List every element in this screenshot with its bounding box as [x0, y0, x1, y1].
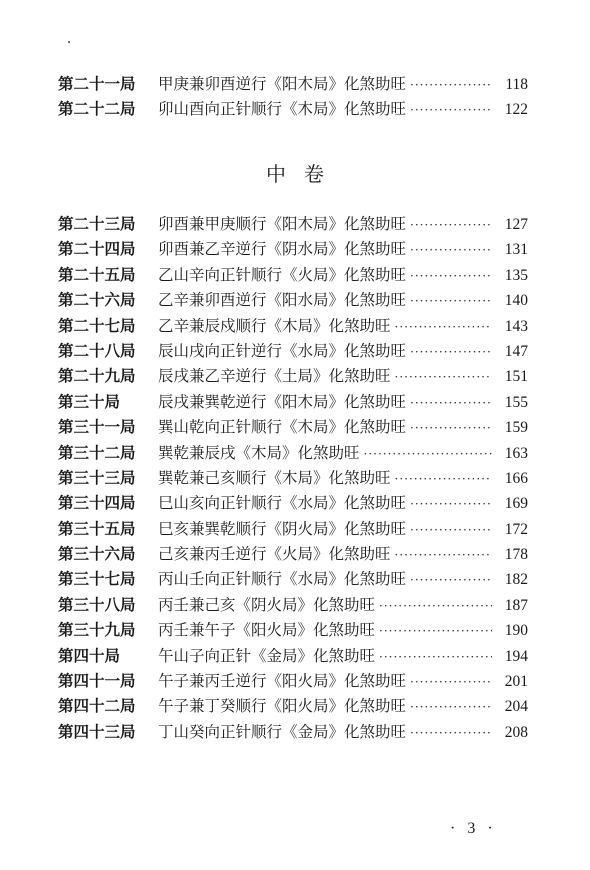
dot-leader: [364, 447, 492, 461]
toc-entry[interactable]: [58, 593, 528, 618]
entry-title: 乙辛兼辰戍顺行《木局》化煞助旺: [158, 316, 391, 335]
entry-label: 第三十四局: [58, 493, 136, 513]
entry-page-number: 163: [504, 444, 528, 462]
entry-title: 丙山壬向正针顺行《水局》化煞助旺: [158, 570, 407, 589]
entry-label: 第二十四局: [58, 239, 136, 259]
entry-label: 第三十九局: [58, 620, 136, 640]
entry-title: 辰戌兼乙辛逆行《土局》化煞助旺: [158, 367, 391, 386]
entry-title: 卯酉兼乙辛逆行《阴水局》化煞助旺: [158, 240, 407, 259]
toc-entry[interactable]: [58, 567, 528, 592]
toc-entry[interactable]: [58, 542, 528, 567]
entry-title: 巳山亥向正针顺行《水局》化煞助旺: [158, 494, 407, 513]
entry-title: 巽乾兼辰戌《木局》化煞助旺: [158, 443, 360, 462]
entry-label: 第二十五局: [58, 264, 136, 284]
toc-entry[interactable]: [58, 288, 528, 313]
entry-label: 第三十七局: [58, 569, 136, 589]
entry-page-number: 208: [504, 723, 528, 741]
dot-leader: [395, 370, 492, 384]
toc-entry[interactable]: [58, 97, 528, 122]
entry-page-number: 190: [504, 622, 528, 640]
toc-entry[interactable]: [58, 618, 528, 643]
toc-list-lower: [58, 212, 528, 745]
dot-leader: [410, 269, 492, 283]
toc-list-upper: [58, 72, 528, 123]
toc-entry[interactable]: [58, 364, 528, 389]
toc-entry[interactable]: [58, 415, 528, 440]
entry-label: 第二十六局: [58, 290, 136, 310]
toc-entry[interactable]: [58, 263, 528, 288]
entry-label: 第二十九局: [58, 366, 136, 386]
entry-label: 第四十三局: [58, 721, 136, 741]
entry-label: 第三十三局: [58, 467, 136, 487]
entry-title: 午山子向正针《金局》化煞助旺: [158, 646, 376, 665]
dot-leader: [410, 726, 492, 740]
toc-entry[interactable]: [58, 441, 528, 466]
entry-page-number: 151: [504, 368, 528, 386]
entry-page-number: 182: [504, 571, 528, 589]
entry-page-number: 169: [504, 495, 528, 513]
toc-entry[interactable]: [58, 466, 528, 491]
entry-page-number: 122: [504, 101, 528, 119]
entry-label: 第三十二局: [58, 442, 136, 462]
dot-leader: [410, 243, 492, 257]
entry-title: 甲庚兼卯酉逆行《阳木局》化煞助旺: [158, 75, 407, 93]
dot-leader: [379, 650, 492, 664]
toc-entry[interactable]: [58, 517, 528, 542]
dot-leader: [410, 675, 492, 689]
dot-leader: [410, 421, 492, 435]
entry-title: 丙壬兼己亥《阴火局》化煞助旺: [158, 595, 376, 614]
page-number-footer: · 3 ·: [450, 820, 497, 837]
entry-label: 第二十三局: [58, 214, 136, 233]
toc-entry[interactable]: [58, 339, 528, 364]
entry-label: 第四十局: [58, 645, 121, 665]
entry-label: 第三十五局: [58, 518, 136, 538]
entry-title: 乙辛兼卯酉逆行《阳水局》化煞助旺: [158, 291, 407, 310]
entry-title: 午子兼丁癸顺行《阳火局》化煞助旺: [158, 697, 407, 716]
entry-title: 丁山癸向正针顺行《金局》化煞助旺: [158, 722, 407, 741]
entry-title: 乙山辛向正针顺行《火局》化煞助旺: [158, 265, 407, 284]
entry-title: 卯山酉向正针顺行《木局》化煞助旺: [158, 100, 407, 119]
entry-title: 巽乾兼己亥顺行《木局》化煞助旺: [158, 468, 391, 487]
entry-title: 丙壬兼午子《阳火局》化煞助旺: [158, 621, 376, 640]
entry-page-number: 155: [504, 393, 528, 411]
toc-entry[interactable]: [58, 314, 528, 339]
dot-leader: [379, 624, 492, 638]
entry-page-number: 131: [504, 241, 528, 259]
section-heading: 中卷: [266, 162, 342, 186]
toc-entry[interactable]: [58, 72, 528, 97]
entry-page-number: 187: [504, 596, 528, 614]
entry-title: 午子兼丙壬逆行《阳火局》化煞助旺: [158, 672, 407, 691]
dot-leader: [410, 396, 492, 410]
dot-leader: [379, 599, 492, 613]
print-speck: [68, 41, 70, 43]
entry-label: 第三十六局: [58, 544, 136, 564]
toc-entry[interactable]: [58, 237, 528, 262]
dot-leader: [395, 472, 492, 486]
dot-leader: [410, 294, 492, 308]
entry-label: 第三十一局: [58, 417, 136, 437]
entry-page-number: 147: [504, 342, 528, 360]
entry-title: 卯酉兼甲庚顺行《阳木局》化煞助旺: [158, 215, 407, 233]
entry-title: 巳亥兼巽乾顺行《阴火局》化煞助旺: [158, 519, 407, 538]
dot-leader: [410, 573, 492, 587]
entry-title: 巽山乾向正针顺行《木局》化煞助旺: [158, 418, 407, 437]
entry-page-number: 159: [504, 419, 528, 437]
toc-entry[interactable]: [58, 694, 528, 719]
toc-entry[interactable]: [58, 491, 528, 516]
dot-leader: [395, 320, 492, 334]
entry-label: 第二十八局: [58, 340, 136, 360]
dot-leader: [410, 218, 492, 232]
entry-label: 第四十二局: [58, 696, 136, 716]
entry-page-number: 118: [505, 76, 528, 93]
toc-entry[interactable]: [58, 720, 528, 745]
entry-label: 第三十局: [58, 391, 121, 411]
entry-page-number: 127: [504, 216, 528, 233]
entry-page-number: 166: [504, 469, 528, 487]
toc-entry[interactable]: [58, 669, 528, 694]
dot-leader: [410, 103, 492, 117]
toc-entry[interactable]: [58, 644, 528, 669]
dot-leader: [410, 497, 492, 511]
entry-label: 第二十二局: [58, 99, 136, 119]
entry-page-number: 135: [504, 266, 528, 284]
entry-title: 辰山戌向正针逆行《水局》化煞助旺: [158, 341, 407, 360]
entry-page-number: 140: [504, 292, 528, 310]
dot-leader: [395, 548, 492, 562]
toc-entry[interactable]: [58, 390, 528, 415]
dot-leader: [410, 345, 492, 359]
entry-label: 第三十八局: [58, 594, 136, 614]
dot-leader: [410, 523, 492, 537]
entry-page-number: 172: [504, 520, 528, 538]
toc-entry[interactable]: [58, 212, 528, 237]
entry-page-number: 194: [504, 647, 528, 665]
entry-page-number: 201: [504, 673, 528, 691]
entry-label: 第二十一局: [58, 74, 136, 93]
dot-leader: [410, 78, 492, 92]
entry-title: 己亥兼丙壬逆行《火局》化煞助旺: [158, 545, 391, 564]
entry-page-number: 204: [504, 698, 528, 716]
dot-leader: [410, 700, 492, 714]
entry-label: 第二十七局: [58, 315, 136, 335]
entry-page-number: 178: [504, 546, 528, 564]
entry-title: 辰戌兼巽乾逆行《阳木局》化煞助旺: [158, 392, 407, 411]
entry-label: 第四十一局: [58, 671, 136, 691]
entry-page-number: 143: [504, 317, 528, 335]
